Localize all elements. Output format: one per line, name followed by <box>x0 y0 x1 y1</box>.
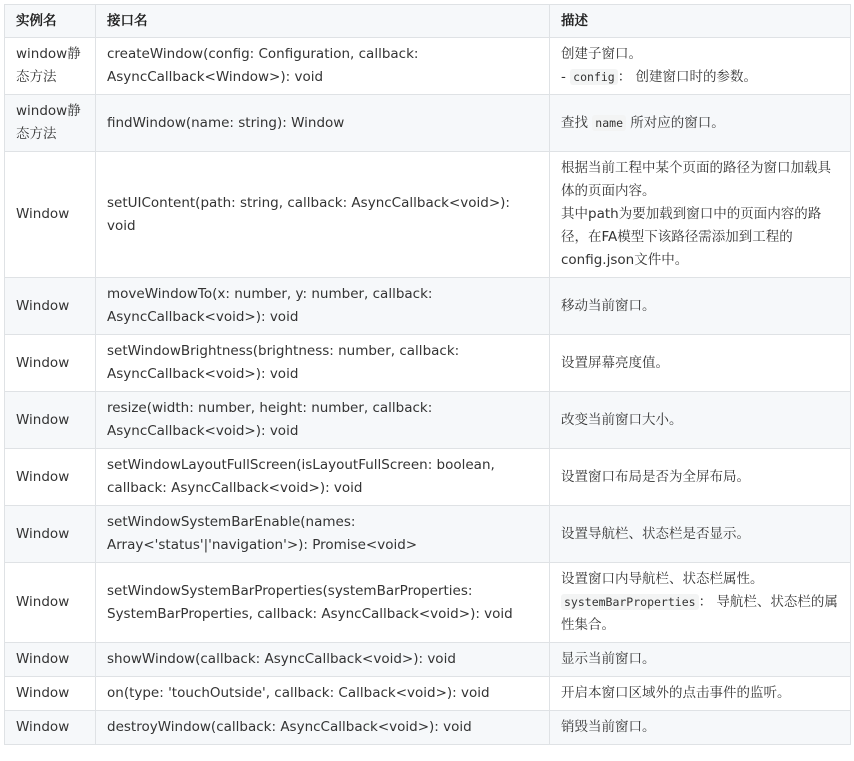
desc-cell <box>550 152 851 278</box>
api-table <box>4 4 851 745</box>
api-cell: resize(width: number, height: number, callback: AsyncCallback<void>): void <box>96 392 550 449</box>
desc-cell: 设置屏幕亮度值。 <box>550 335 851 392</box>
instance-cell: Window <box>5 152 96 278</box>
table-header-row <box>5 5 851 38</box>
table-row <box>5 711 851 745</box>
instance-cell: Window <box>5 449 96 506</box>
desc-param-line <box>561 591 839 637</box>
desc-cell: 设置导航栏、状态栏是否显示。 <box>550 506 851 563</box>
table-row <box>5 335 851 392</box>
desc-line-2: 其中path为要加载到窗口中的页面内容的路径，在FA模型下该路径需添加到工程的config.json文件中。 <box>561 206 822 268</box>
api-cell: setWindowSystemBarProperties(systemBarProperties: SystemBarProperties, callback: AsyncCallback<void>): void <box>96 563 550 643</box>
table-row <box>5 278 851 335</box>
desc-cell: 移动当前窗口。 <box>550 278 851 335</box>
desc-text: 创建子窗口。 <box>561 46 642 62</box>
desc-cell: 改变当前窗口大小。 <box>550 392 851 449</box>
desc-pre: 查找 <box>561 114 593 131</box>
desc-text: 设置窗口内导航栏、状态栏属性。 <box>561 571 764 587</box>
desc-cell: 设置窗口布局是否为全屏布局。 <box>550 449 851 506</box>
instance-cell: window静态方法 <box>5 38 96 95</box>
table-row <box>5 95 851 152</box>
desc-post: 所对应的窗口。 <box>626 114 725 131</box>
api-cell: findWindow(name: string): Window <box>96 95 550 152</box>
desc-param-line <box>561 66 839 89</box>
header-instance: 实例名 <box>5 5 96 38</box>
instance-cell: Window <box>5 711 96 745</box>
desc-suffix: ： 导航栏、状态栏的属性集合。 <box>561 594 838 633</box>
header-api: 接口名 <box>96 5 550 38</box>
table-row <box>5 643 851 677</box>
api-cell: destroyWindow(callback: AsyncCallback<void>): void <box>96 711 550 745</box>
table-row <box>5 677 851 711</box>
api-cell: showWindow(callback: AsyncCallback<void>): void <box>96 643 550 677</box>
desc-cell <box>550 95 851 152</box>
instance-cell: Window <box>5 278 96 335</box>
table-row <box>5 563 851 643</box>
desc-cell: 开启本窗口区域外的点击事件的监听。 <box>550 677 851 711</box>
api-cell: createWindow(config: Configuration, callback: AsyncCallback<Window>): void <box>96 38 550 95</box>
api-cell: moveWindowTo(x: number, y: number, callback: AsyncCallback<void>): void <box>96 278 550 335</box>
desc-cell: 显示当前窗口。 <box>550 643 851 677</box>
inline-code: systemBarProperties <box>561 594 699 610</box>
table-row <box>5 38 851 95</box>
instance-cell: Window <box>5 506 96 563</box>
instance-cell: Window <box>5 677 96 711</box>
inline-code: config <box>570 69 618 85</box>
table-row <box>5 506 851 563</box>
desc-cell <box>550 38 851 95</box>
instance-cell: Window <box>5 643 96 677</box>
api-cell: setUIContent(path: string, callback: AsyncCallback<void>): void <box>96 152 550 278</box>
instance-cell: Window <box>5 563 96 643</box>
api-cell: on(type: 'touchOutside', callback: Callback<void>): void <box>96 677 550 711</box>
instance-cell: window静态方法 <box>5 95 96 152</box>
table-row <box>5 152 851 278</box>
desc-line-1: 根据当前工程中某个页面的路径为窗口加载具体的页面内容。 <box>561 160 831 199</box>
inline-code: name <box>592 115 626 131</box>
desc-cell <box>550 563 851 643</box>
api-cell: setWindowBrightness(brightness: number, callback: AsyncCallback<void>): void <box>96 335 550 392</box>
api-cell: setWindowSystemBarEnable(names: Array<'status'|'navigation'>): Promise<void> <box>96 506 550 563</box>
desc-suffix: ： 创建窗口时的参数。 <box>617 69 758 85</box>
api-cell: setWindowLayoutFullScreen(isLayoutFullScreen: boolean, callback: AsyncCallback<void>): void <box>96 449 550 506</box>
desc-cell: 销毁当前窗口。 <box>550 711 851 745</box>
desc-prefix: - <box>561 69 571 85</box>
instance-cell: Window <box>5 335 96 392</box>
instance-cell: Window <box>5 392 96 449</box>
header-desc: 描述 <box>550 5 851 38</box>
table-row <box>5 392 851 449</box>
table-row <box>5 449 851 506</box>
